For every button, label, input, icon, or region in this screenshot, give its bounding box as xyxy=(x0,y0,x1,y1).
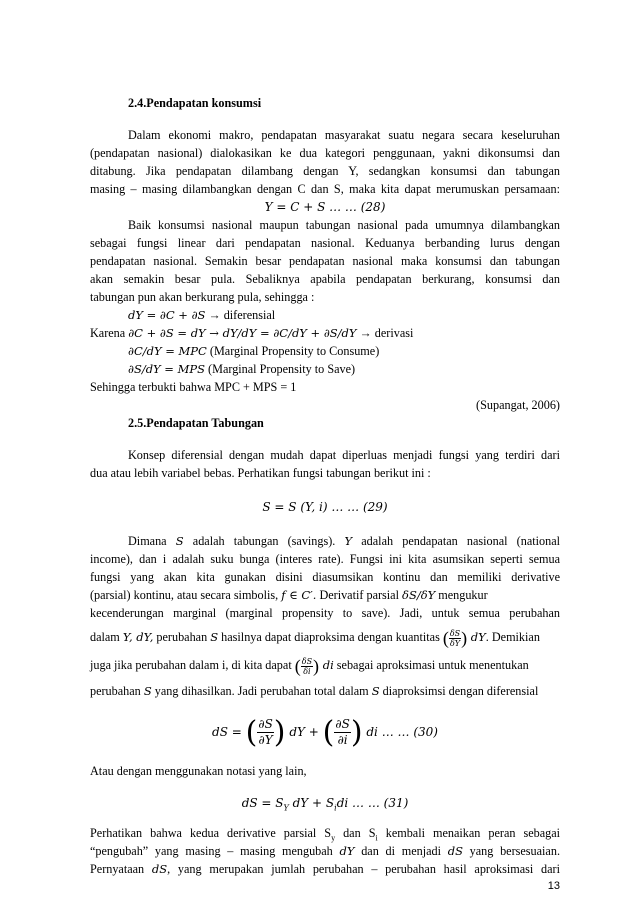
paragraph-line xyxy=(90,684,560,699)
paragraph-line: masing – masing dilambangkan dengan C dan S, maka kita dapat merumuskan persamaan: xyxy=(90,182,560,196)
equation-text: dY = ∂C + ∂S xyxy=(128,308,206,322)
section-title-consumption: 2.4.Pendapatan konsumsi xyxy=(128,96,262,110)
subscript: Y xyxy=(283,803,289,813)
text-segment: Dimana xyxy=(128,534,176,548)
numerator: δS xyxy=(449,628,461,638)
math-symbol: di xyxy=(319,658,334,672)
denominator: ∂Y xyxy=(258,733,273,747)
paragraph-line: Dalam ekonomi makro, pendapatan masyarakat suatu negara secara keseluruhan xyxy=(128,128,560,142)
right-paren: ) xyxy=(461,628,468,649)
paragraph-line: Baik konsumsi nasional maupun tabungan nasional pada umumnya dilambangkan xyxy=(128,218,560,232)
equation-28: Y = C + S … … (28) xyxy=(264,200,386,214)
math-symbol: dY xyxy=(467,630,486,644)
left-paren: ( xyxy=(294,656,301,677)
numerator: δS xyxy=(301,656,313,666)
equation-31 xyxy=(90,796,560,812)
fraction xyxy=(301,657,313,676)
karena-label: Karena xyxy=(90,326,126,340)
text-segment: adalah pendapatan nasional (national xyxy=(352,534,560,548)
paragraph-line: ditabung. Jika pendapatan dilambang dengan Y, sedangkan konsumsi dan tabungan xyxy=(90,164,560,178)
equation-note: → diferensial xyxy=(208,308,276,322)
math-symbol: δS/δY xyxy=(402,588,436,602)
paragraph-line: akan semakin besar pula. Sebaliknya apabila pendapatan berkurang, konsumsi dan xyxy=(90,272,560,286)
equation-text: di … … (31) xyxy=(336,796,409,810)
equation-text: ∂C/dY = MPC xyxy=(128,344,207,358)
fraction xyxy=(449,629,461,648)
math-symbol: Y, dY, xyxy=(122,630,154,644)
equation-text: dS = xyxy=(212,725,242,739)
text-segment: Derivatif parsial xyxy=(316,588,403,602)
text-segment: perubahan xyxy=(153,630,211,644)
paragraph-line: dua atau lebih variabel bebas. Perhatikan fungsi tabungan berikut ini : xyxy=(90,466,431,480)
equation-29: S = S (Y, i) … … (29) xyxy=(262,500,388,514)
equation-mps xyxy=(128,362,598,377)
text-segment: Pernyataan xyxy=(90,862,152,876)
denominator: δY xyxy=(449,638,461,648)
paragraph-line xyxy=(90,862,560,877)
text-segment: diaproksimsi dengan diferensial xyxy=(379,684,539,698)
text-segment: dalam xyxy=(90,630,123,644)
equation-text: dY + S xyxy=(288,796,335,810)
denominator: ∂i xyxy=(337,733,348,747)
equation-text: dS = S xyxy=(241,796,284,810)
paragraph-line xyxy=(90,826,560,845)
conclusion-line: Sehingga terbukti bahwa MPC + MPS = 1 xyxy=(90,380,297,394)
fraction xyxy=(257,717,273,748)
paragraph-line xyxy=(90,844,560,859)
text-segment: sebagai aproksimasi untuk menentukan xyxy=(333,658,529,672)
math-symbol: f ∈ C′. xyxy=(281,588,317,602)
text-segment: , yang merupakan jumlah perubahan – perubahan hasil aproksimasi dari xyxy=(167,862,560,876)
text-segment: adalah tabungan (savings). xyxy=(183,534,345,548)
equation-text: dY + xyxy=(289,725,319,739)
text-segment: yang dihasilkan. Jadi perubahan total dalam xyxy=(151,684,372,698)
paragraph-line xyxy=(90,652,560,679)
text-segment: Perhatikan bahwa kedua derivative parsial S xyxy=(90,826,332,840)
text-segment: mengukur xyxy=(435,588,488,602)
text-segment: (parsial) kontinu, atau secara simbolis, xyxy=(90,588,282,602)
paragraph-line: Atau dengan menggunakan notasi yang lain, xyxy=(90,764,307,778)
fraction xyxy=(334,717,350,748)
page-number: 13 xyxy=(547,880,560,892)
equation-text: di … … (30) xyxy=(366,725,438,739)
equation-text: ∂S/dY = MPS xyxy=(128,362,205,376)
paragraph-line xyxy=(90,624,560,651)
right-paren: ) xyxy=(313,656,320,677)
equation-mpc xyxy=(128,344,598,359)
numerator: ∂S xyxy=(258,717,273,731)
text-segment: perubahan xyxy=(90,684,144,698)
math-symbol: S xyxy=(143,684,152,698)
left-paren: ( xyxy=(245,714,258,750)
numerator: ∂S xyxy=(335,717,350,731)
equation-differential xyxy=(128,308,598,323)
math-symbol: Y xyxy=(344,534,353,548)
equation-note: → derivasi xyxy=(359,326,414,340)
paragraph-line xyxy=(90,588,560,603)
equation-text: ∂C + ∂S = dY → dY/dY = ∂C/dY + ∂S/dY xyxy=(128,326,357,340)
paragraph-line: fungsi yang akan kita gunakan disini diasumsikan kontinu dan memiliki derivative xyxy=(90,570,560,584)
math-symbol: S xyxy=(175,534,184,548)
text-segment: hasilnya dapat diaproksima dengan kuantitas xyxy=(218,630,440,644)
subscript: i xyxy=(375,833,378,843)
left-paren: ( xyxy=(322,714,335,750)
subscript: i xyxy=(334,803,337,813)
paragraph-line: income), dan i adalah suku bunga (interes rate). Fungsi ini kita asumsikan seperti semua xyxy=(90,552,560,566)
text-segment: yang bersesuaian. xyxy=(462,844,560,858)
text-segment: juga jika perubahan dalam i, di kita dapat xyxy=(90,658,292,672)
right-paren: ) xyxy=(350,714,363,750)
text-segment: “pengubah” yang masing – masing mengubah xyxy=(90,844,340,858)
text-segment: dan di menjadi xyxy=(354,844,448,858)
math-symbol: dS xyxy=(447,844,463,858)
citation: (Supangat, 2006) xyxy=(476,398,560,412)
paragraph-line: pendapatan nasional. Semakin besar pendapatan nasional maka konsumsi dan tabungan xyxy=(90,254,560,268)
subscript: y xyxy=(331,833,336,843)
denominator: δi xyxy=(303,666,311,676)
equation-30 xyxy=(90,712,560,753)
paragraph-line: sebagai fungsi linear dari pendapatan nasional. Keduanya berbanding lurus dengan xyxy=(90,236,560,250)
right-paren: ) xyxy=(273,714,286,750)
text-segment: kembali menaikan peran sebagai xyxy=(377,826,561,840)
text-segment: . Demikian xyxy=(485,630,540,644)
math-symbol: S xyxy=(210,630,219,644)
equation-note: (Marginal Propensity to Consume) xyxy=(209,344,380,358)
paragraph-line: kecenderungan marginal (marginal propensity to save). Jadi, untuk semua perubahan xyxy=(90,606,560,620)
paragraph-line xyxy=(128,534,560,549)
left-paren: ( xyxy=(442,628,449,649)
section-title-savings: 2.5.Pendapatan Tabungan xyxy=(128,416,264,430)
math-symbol: S xyxy=(371,684,380,698)
paragraph-line: (pendapatan nasional) dialokasikan ke dua kategori penggunaan, yakni dikonsumsi dan xyxy=(90,146,560,160)
equation-note: (Marginal Propensity to Save) xyxy=(208,362,356,376)
paragraph-line: Konsep diferensial dengan mudah dapat diperluas menjadi fungsi yang terdiri dari xyxy=(128,448,560,462)
math-symbol: dY xyxy=(339,844,355,858)
paragraph-line: tabungan pun akan berkurang pula, sehingga : xyxy=(90,290,315,304)
equation-karena xyxy=(90,326,560,341)
math-symbol: dS xyxy=(151,862,168,876)
text-segment: dan S xyxy=(335,826,376,840)
